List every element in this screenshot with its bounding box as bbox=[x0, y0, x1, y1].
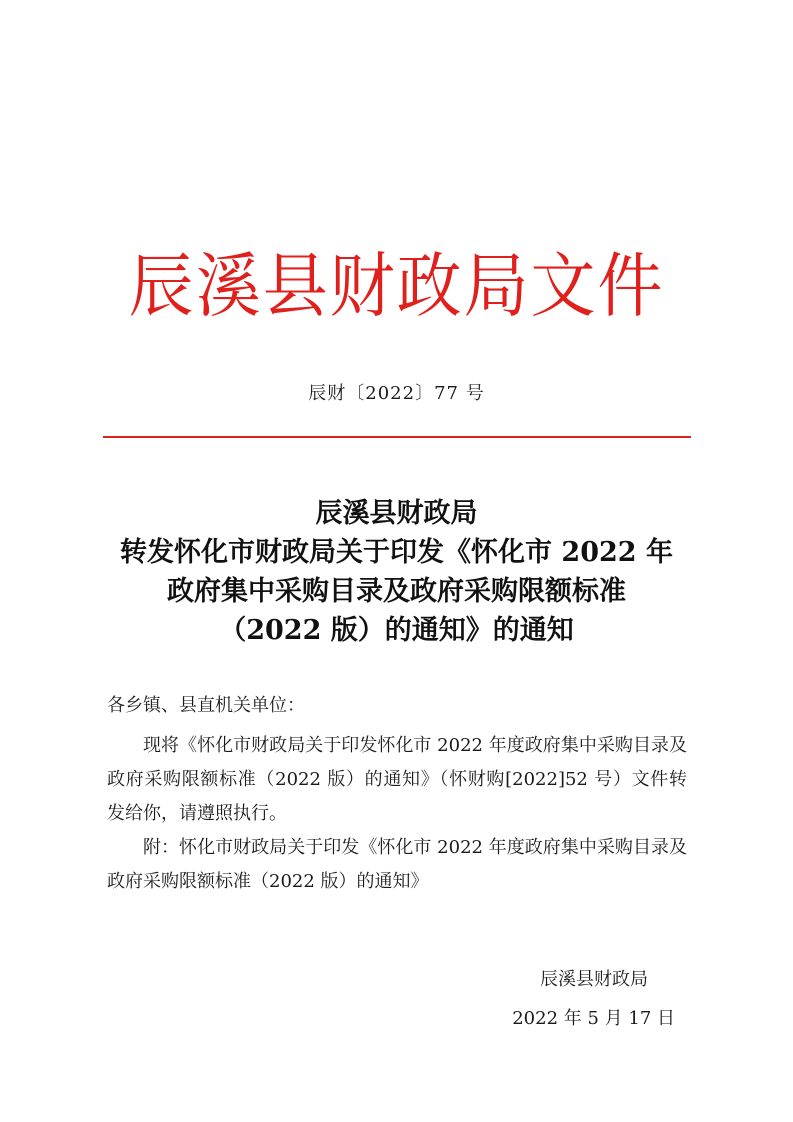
title-line-2: 转发怀化市财政局关于印发《怀化市 2022 年 bbox=[120, 537, 673, 568]
signature-date: 2022 年 5 月 17 日 bbox=[512, 1008, 675, 1029]
title-line-1: 辰溪县财政局 bbox=[315, 498, 478, 529]
document-title bbox=[60, 494, 733, 650]
masthead-title: 辰溪县财政局文件 bbox=[128, 245, 665, 327]
title-line-3: 政府集中采购目录及政府采购限额标准 bbox=[167, 576, 626, 607]
signature-organization: 辰溪县财政局 bbox=[540, 969, 648, 990]
body-paragraph-1: 现将《怀化市财政局关于印发怀化市 2022 年度政府集中采购目录及政府采购限额标准（2022 版）的通知》（怀财购[2022]52 号）文件转发给你，请遵照执行。 bbox=[107, 735, 687, 824]
document-number: 辰财〔2022〕77 号 bbox=[308, 383, 485, 404]
salutation: 各乡镇、县直机关单位： bbox=[107, 695, 305, 716]
red-divider-line bbox=[103, 436, 691, 438]
title-line-4: （2022 版）的通知》的通知 bbox=[219, 615, 574, 646]
attachment-paragraph: 附：怀化市财政局关于印发《怀化市 2022 年度政府集中采购目录及政府采购限额标准（2022 版）的通知》 bbox=[107, 837, 687, 892]
